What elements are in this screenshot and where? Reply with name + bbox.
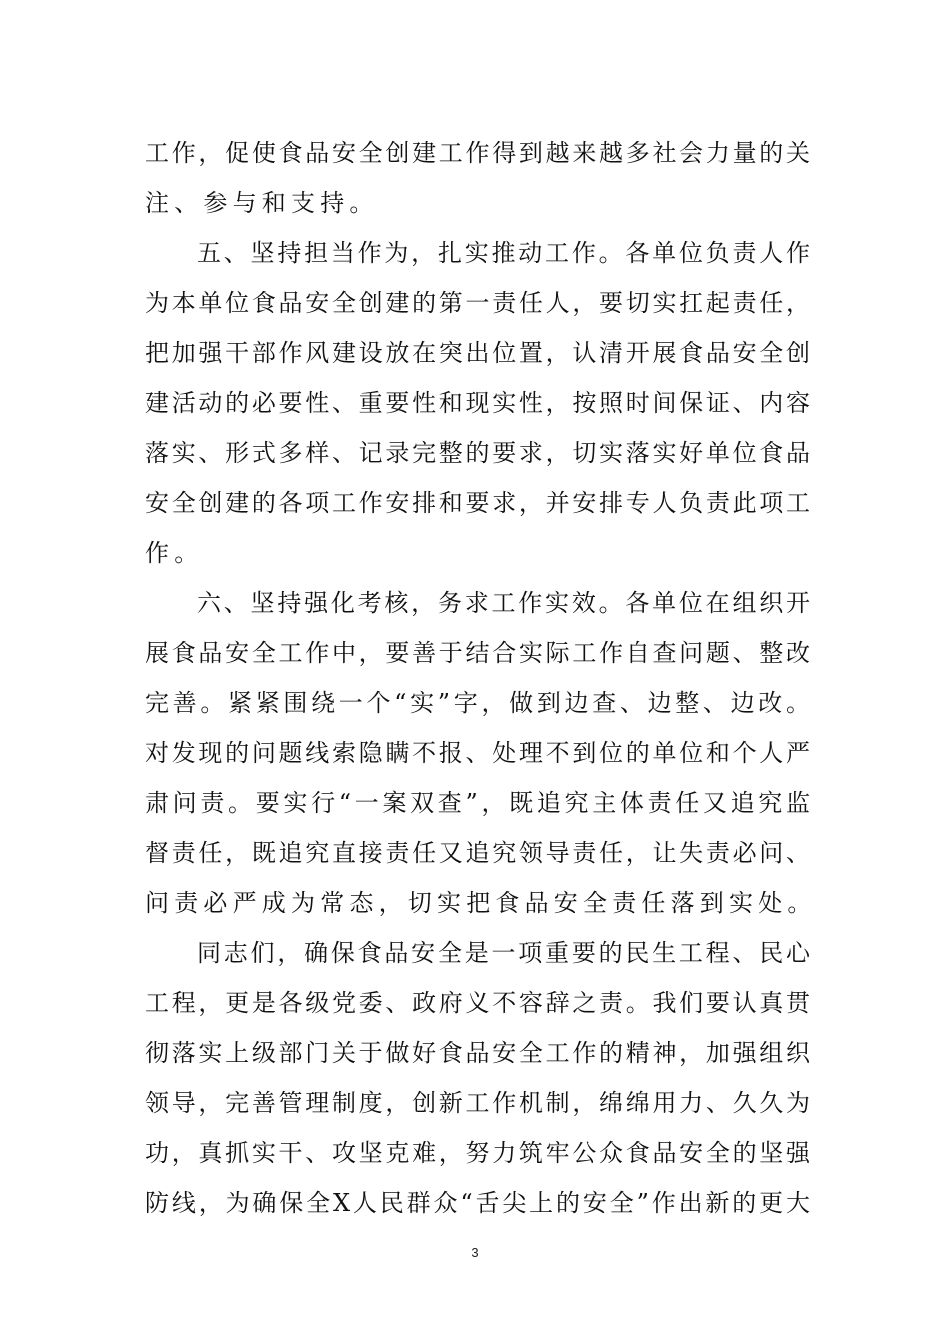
text-line-12: 完善。紧紧围绕一个“实”字，做到边查、边整、边改。 — [145, 689, 810, 717]
text-line-19: 彻落实上级部门关于做好食品安全工作的精神，加强组织 — [145, 1039, 810, 1067]
text-line-14: 肃问责。要实行“一案双查”，既追究主体责任又追究监 — [145, 789, 810, 817]
text-line-6: 建活动的必要性、重要性和现实性，按照时间保证、内容 — [145, 389, 810, 417]
text-line-21: 功，真抓实干、攻坚克难，努力筑牢公众食品安全的坚强 — [145, 1139, 810, 1167]
text-line-15: 督责任，既追究直接责任又追究领导责任，让失责必问、 — [145, 839, 810, 867]
text-line-9: 作。 — [145, 539, 204, 567]
page-number: 3 — [471, 1245, 479, 1260]
text-line-7: 落实、形式多样、记录完整的要求，切实落实好单位食品 — [145, 439, 810, 467]
text-line-8: 安全创建的各项工作安排和要求，并安排专人负责此项工 — [145, 489, 810, 517]
text-line-22: 防线，为确保全X人民群众“舌尖上的安全”作出新的更大 — [145, 1189, 810, 1217]
text-line-3: 五、坚持担当作为，扎实推动工作。各单位负责人作 — [197, 239, 810, 267]
text-line-2: 注、参与和支持。 — [145, 189, 379, 217]
text-line-17: 同志们，确保食品安全是一项重要的民生工程、民心 — [197, 939, 810, 967]
text-line-16: 问责必严成为常态，切实把食品安全责任落到实处。 — [145, 889, 817, 917]
text-line-1: 工作，促使食品安全创建工作得到越来越多社会力量的关 — [145, 139, 810, 167]
text-line-10: 六、坚持强化考核，务求工作实效。各单位在组织开 — [197, 589, 810, 617]
text-line-20: 领导，完善管理制度，创新工作机制，绵绵用力、久久为 — [145, 1089, 810, 1117]
text-line-4: 为本单位食品安全创建的第一责任人，要切实扛起责任， — [145, 289, 810, 317]
text-line-13: 对发现的问题线索隐瞒不报、处理不到位的单位和个人严 — [145, 739, 810, 767]
text-line-18: 工程，更是各级党委、政府义不容辞之责。我们要认真贯 — [145, 989, 810, 1017]
text-line-11: 展食品安全工作中，要善于结合实际工作自查问题、整改 — [145, 639, 810, 667]
text-line-5: 把加强干部作风建设放在突出位置，认清开展食品安全创 — [145, 339, 810, 367]
